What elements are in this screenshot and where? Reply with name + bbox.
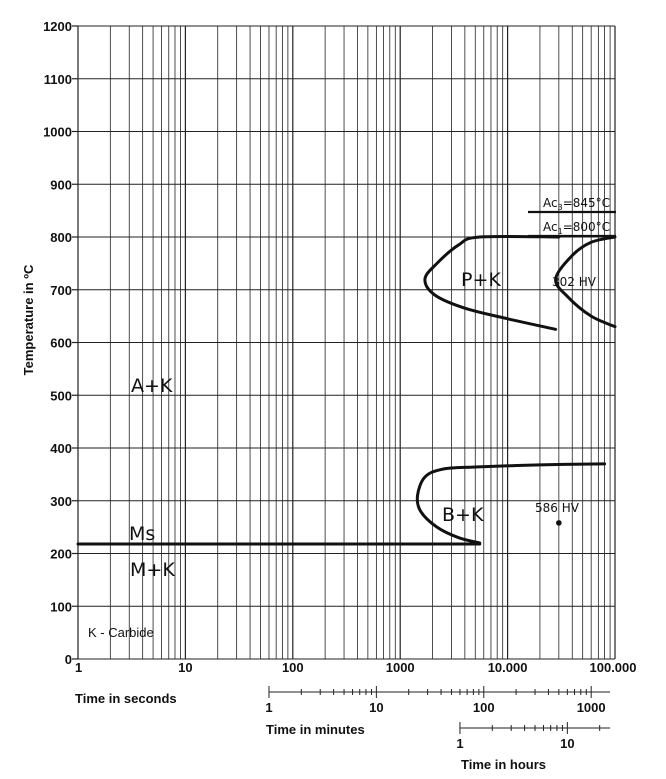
y-tick-label: 600 [50,335,72,351]
minutes-tick-label: 1000 [576,700,606,715]
region-label-ms: Ms [129,523,156,545]
x-axis-title-hours: Time in hours [461,757,546,772]
hardness-label-pearlite: 302 HV [552,275,596,289]
x-axis-minutes [265,686,610,715]
carbide-note: K - Carbide [88,625,154,640]
region-label-a-k: A+K [131,375,173,397]
region-label-b-k: B+K [442,504,484,526]
x-tick-label: 100.000 [589,660,637,675]
x-axis-hours [456,722,610,751]
x-axis-title-minutes: Time in minutes [266,722,365,737]
y-tick-label: 200 [50,546,72,562]
y-tick-label: 0 [64,652,72,667]
region-label-m-k: M+K [130,559,175,581]
hours-tick-label: 10 [560,736,575,751]
x-tick-label: 1 [75,660,83,675]
x-axis-title-seconds: Time in seconds [75,691,177,706]
y-tick-label: 1000 [43,124,72,140]
minutes-tick-label: 1 [265,700,273,715]
y-tick-label: 700 [50,282,72,298]
y-tick-label: 100 [50,599,72,615]
hardness-point [556,520,562,526]
y-tick-label: 800 [50,230,72,245]
ac1-label: $Ac_1=800^\circ C$ [543,220,611,236]
x-tick-label: 10.000 [487,660,528,675]
hours-tick-label: 1 [456,736,464,751]
region-labels [129,269,597,581]
minutes-tick-label: 10 [369,700,384,715]
y-tick-label: 400 [50,441,72,456]
x-tick-label: 100 [281,660,304,675]
y-tick-label: 300 [50,493,72,509]
hardness-label-bainite: 586 HV [535,501,579,515]
x-tick-label: 10 [178,660,193,675]
y-tick-label: 900 [50,177,72,193]
x-axis-seconds [75,660,637,675]
region-label-p-k: P+K [461,269,501,291]
x-tick-label: 1000 [385,660,415,675]
minutes-tick-label: 100 [472,700,495,715]
y-tick-label: 1100 [43,71,72,87]
y-tick-label: 1200 [43,19,72,34]
y-axis-title: Temperature in ºC [21,264,36,376]
ac3-label: $Ac_3=845^\circ C$ [543,196,611,212]
y-tick-label: 500 [50,388,72,404]
y-axis [43,19,78,667]
